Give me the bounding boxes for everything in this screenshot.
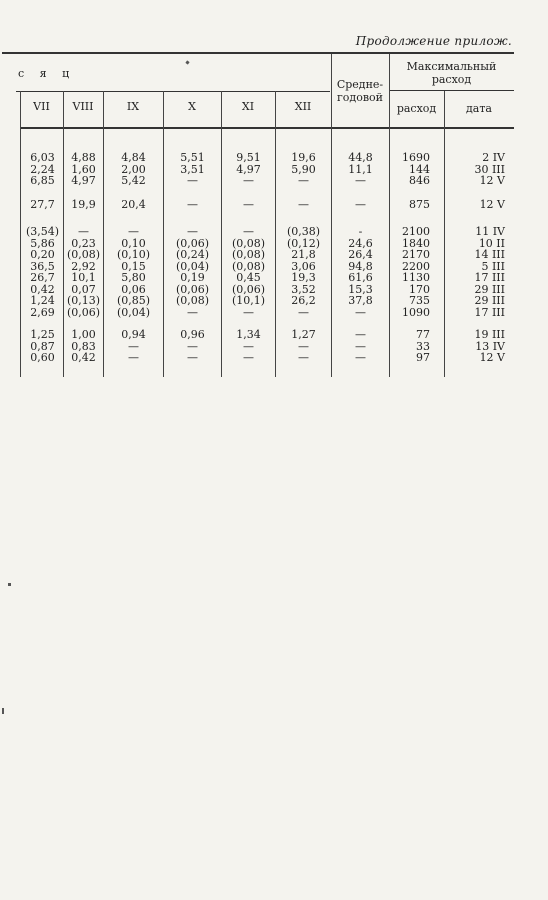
max-date-header: дата (466, 102, 492, 115)
table-cell: — (187, 305, 198, 319)
table-cell: 26,2 (291, 294, 316, 307)
table-cell: (0,04) (116, 305, 151, 319)
table-cell: 44,8 (348, 151, 373, 164)
table-cell: 0,19 (180, 271, 205, 284)
table-cell: — (187, 174, 198, 187)
table-cell: (0,06) (66, 305, 101, 319)
table-cell: 5 III (481, 259, 505, 273)
table-cell: 0,10 (121, 236, 146, 250)
table-cell: 20,4 (121, 198, 146, 211)
table-cell: 0,20 (30, 248, 55, 261)
month-header-vii: VII (33, 100, 50, 113)
table-cell: 29 III (474, 294, 505, 307)
table-cell: 4,84 (121, 151, 146, 164)
max-header-line2: расход (431, 73, 472, 86)
left-border (20, 91, 21, 377)
average-header-line1: Средне- (336, 78, 384, 91)
table-cell: 0,06 (121, 282, 146, 296)
table-cell: — (78, 225, 89, 238)
table-cell: 9,51 (236, 151, 261, 164)
max-header-line1: Максимальный (406, 60, 497, 73)
table-cell: — (298, 198, 309, 211)
table-cell: 11,1 (348, 162, 373, 176)
speck-mark (2, 708, 4, 714)
table-cell: — (243, 198, 254, 211)
table-cell: (3,54) (25, 225, 60, 238)
table-cell: 5,42 (121, 174, 146, 187)
table-cell: — (187, 339, 198, 353)
table-cell: — (355, 339, 366, 353)
table-cell: 0,15 (121, 259, 146, 273)
table-cell: 5,86 (30, 236, 55, 250)
table-cell: — (128, 339, 139, 353)
table-cell: (0,13) (66, 294, 101, 307)
table-cell: 2170 (402, 248, 430, 261)
table-cell: — (355, 328, 366, 341)
table-cell: 97 (416, 351, 430, 364)
table-cell: 735 (409, 294, 430, 307)
table-cell: 27,7 (30, 198, 55, 211)
table-cell: — (355, 174, 366, 187)
table-cell: (0,24) (175, 248, 210, 261)
table-cell: 0,87 (30, 339, 55, 353)
table-cell: 11 IV (475, 225, 505, 238)
table-cell: 1690 (402, 151, 430, 164)
table-cell: 1,34 (236, 328, 261, 341)
table-cell: — (128, 351, 139, 364)
table-cell: 2,00 (121, 162, 146, 176)
table-cell: (0,12) (286, 236, 321, 250)
table-cell: 170 (409, 282, 430, 296)
table-cell: 0,96 (180, 328, 205, 341)
table-cell: 5,51 (180, 151, 205, 164)
table-cell: 2 IV (482, 151, 505, 164)
table-cell: 12 V (479, 198, 505, 211)
table-cell: 17 III (474, 305, 505, 319)
table-cell: 10,1 (71, 271, 96, 284)
months-group-header: с я ц (18, 67, 76, 80)
table-cell: 846 (409, 174, 430, 187)
table-cell: — (187, 351, 198, 364)
table-cell: 17 III (474, 271, 505, 284)
table-cell: 6,85 (30, 174, 55, 187)
table-cell: 30 III (474, 162, 505, 176)
month-header-x: X (188, 100, 196, 113)
table-cell: 29 III (474, 282, 505, 296)
table-cell: — (243, 174, 254, 187)
table-cell: 1,60 (71, 162, 96, 176)
month-header-viii: VIII (72, 100, 94, 113)
table-cell: 5,80 (121, 271, 146, 284)
table-cell: 26,7 (30, 271, 55, 284)
table-cell: 1090 (402, 305, 430, 319)
table-cell: (0,06) (175, 236, 210, 250)
table-cell: 24,6 (348, 236, 373, 250)
table-cell: — (355, 305, 366, 319)
table-cell: 19,6 (291, 151, 316, 164)
speck-mark (8, 583, 11, 586)
table-cell: (0,04) (175, 259, 210, 273)
table-cell: 19 III (474, 328, 505, 341)
table-cell: 2,92 (71, 259, 96, 273)
table-cell: 10 II (478, 236, 505, 250)
table-cell: — (128, 225, 139, 238)
table-cell: (10,1) (231, 294, 266, 307)
table-cell: — (298, 351, 309, 364)
table-cell: (0,06) (175, 282, 210, 296)
table-cell: 94,8 (348, 259, 373, 273)
table-cell: — (243, 305, 254, 319)
table-cell: (0,08) (231, 259, 266, 273)
month-header-xii: XII (294, 100, 312, 113)
table-cell: 19,9 (71, 198, 96, 211)
table-cell: 13 IV (475, 339, 505, 353)
month-header-ix: IX (126, 100, 140, 113)
table-cell: 6,03 (30, 151, 55, 164)
speck-mark (185, 60, 189, 64)
table-cell: 1,24 (30, 294, 55, 307)
average-header-line2: годовой (337, 91, 383, 104)
table-cell: — (355, 351, 366, 364)
table-cell: — (355, 198, 366, 211)
table-cell: (0,08) (66, 248, 101, 261)
table-cell: 875 (409, 198, 430, 211)
table-cell: 21,8 (291, 248, 316, 261)
table-cell: 77 (416, 328, 430, 341)
month-header-xi: XI (241, 100, 255, 113)
table-cell: 1,27 (291, 328, 316, 341)
table-cell: (0,85) (116, 294, 151, 307)
table-cell: (0,08) (175, 294, 210, 307)
table-cell: 144 (409, 162, 430, 176)
table-cell: 5,90 (291, 162, 316, 176)
table-cell: — (298, 305, 309, 319)
table-cell: — (243, 351, 254, 364)
table-cell: 4,88 (71, 151, 96, 164)
table-cell: 1840 (402, 236, 430, 250)
max-flow-header: расход (396, 102, 437, 115)
table-cell: (0,08) (231, 236, 266, 250)
table-cell: 15,3 (348, 282, 373, 296)
table-cell: (0,06) (231, 282, 266, 296)
table-cell: 3,52 (291, 282, 316, 296)
table-cell: 2200 (402, 259, 430, 273)
table-cell: 61,6 (348, 271, 373, 284)
table-cell: 0,07 (71, 282, 96, 296)
table-top-rule (2, 52, 514, 54)
table-cell: 0,94 (121, 328, 146, 341)
table-cell: — (298, 339, 309, 353)
table-cell: (0,10) (116, 248, 151, 261)
table-cell: 0,42 (30, 282, 55, 296)
table-cell: 0,45 (236, 271, 261, 284)
table-cell: 4,97 (236, 162, 261, 176)
table-cell: 2100 (402, 225, 430, 238)
table-cell: 1130 (402, 271, 430, 284)
continuation-caption: Продолжение прилож. (355, 34, 512, 48)
table-cell: 2,69 (30, 305, 55, 319)
table-cell: — (243, 225, 254, 238)
table-cell: — (243, 339, 254, 353)
table-cell: — (187, 225, 198, 238)
table-cell: (0,38) (286, 225, 321, 238)
table-cell: 12 V (479, 174, 505, 187)
max-subheader-rule (390, 90, 514, 91)
header-bottom-rule (20, 127, 514, 129)
table-cell: 0,42 (71, 351, 96, 364)
table-cell: 0,60 (30, 351, 55, 364)
table-cell: 0,23 (71, 236, 96, 250)
table-cell: 2,24 (30, 162, 55, 176)
table-cell: 26,4 (348, 248, 373, 261)
table-cell: 3,51 (180, 162, 205, 176)
table-cell: 36,5 (30, 259, 55, 273)
table-cell: — (187, 198, 198, 211)
table-cell: 4,97 (71, 174, 96, 187)
table-cell: 0,83 (71, 339, 96, 353)
table-cell: — (298, 174, 309, 187)
table-cell: 12 V (479, 351, 505, 364)
table-cell: 37,8 (348, 294, 373, 307)
table-cell: 1,00 (71, 328, 96, 341)
table-cell: 1,25 (30, 328, 55, 341)
table-cell: 33 (416, 339, 430, 353)
table-cell: - (358, 225, 363, 238)
table-cell: 14 III (474, 248, 505, 261)
table-cell: 3,06 (291, 259, 316, 273)
table-cell: (0,08) (231, 248, 266, 261)
table-cell: 19,3 (291, 271, 316, 284)
